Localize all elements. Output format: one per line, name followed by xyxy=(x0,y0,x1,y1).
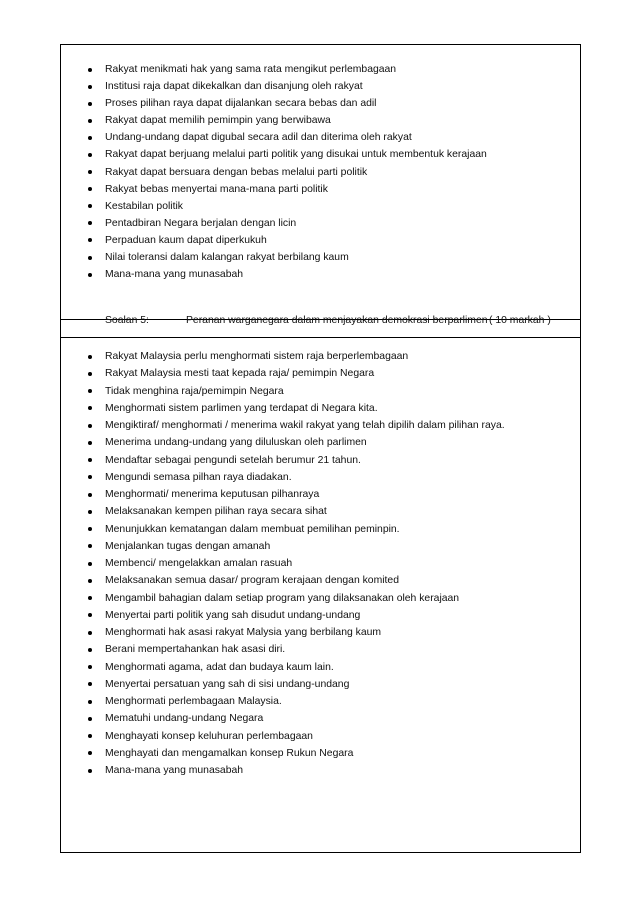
list-item-text: Tidak menghina raja/pemimpin Negara xyxy=(105,385,284,397)
answer-scheme-frame xyxy=(60,44,581,853)
benefits-section xyxy=(61,61,580,320)
bullet-icon xyxy=(88,458,92,462)
bullet-icon xyxy=(88,355,92,359)
bullet-icon xyxy=(88,85,92,89)
bullet-icon xyxy=(88,682,92,686)
bullet-icon xyxy=(88,475,92,479)
list-item xyxy=(61,624,580,641)
list-item-text: Institusi raja dapat dikekalkan dan disanjung oleh rakyat xyxy=(105,81,363,93)
bullet-icon xyxy=(88,153,92,157)
list-item-text: Menghayati dan mengamalkan konsep Rukun Negara xyxy=(105,747,354,759)
list-item-text: Rakyat Malaysia perlu menghormati sistem raja berperlembagaan xyxy=(105,351,409,362)
list-item-text: Menghormati perlembagaan Malaysia. xyxy=(105,696,282,707)
benefits-list xyxy=(61,61,580,283)
list-item xyxy=(61,434,580,451)
bullet-icon xyxy=(88,665,92,669)
list-item-text: Rakyat dapat memilih pemimpin yang berwibawa xyxy=(105,115,331,127)
list-item xyxy=(61,383,580,400)
list-item-text: Mematuhi undang-undang Negara xyxy=(105,713,264,725)
bullet-icon xyxy=(88,170,92,174)
list-item xyxy=(61,538,580,555)
list-item xyxy=(61,400,580,417)
list-item xyxy=(61,710,580,727)
list-item-text: Rakyat Malaysia mesti taat kepada raja/ pemimpin Negara xyxy=(105,368,375,380)
roles-section xyxy=(61,348,580,779)
list-item xyxy=(61,486,580,503)
bullet-icon xyxy=(88,648,92,652)
list-item-text: Undang-undang dapat digubal secara adil dan diterima oleh rakyat xyxy=(105,132,412,144)
list-item xyxy=(61,417,580,434)
roles-list xyxy=(61,348,580,779)
list-item xyxy=(61,762,580,779)
bullet-icon xyxy=(88,221,92,225)
list-item-text: Menjalankan tugas dengan amanah xyxy=(105,540,271,552)
list-item-text: Berani mempertahankan hak asasi diri. xyxy=(105,644,286,656)
bullet-icon xyxy=(88,372,92,376)
bullet-icon xyxy=(88,562,92,566)
list-item xyxy=(61,348,580,365)
bullet-icon xyxy=(88,441,92,445)
list-item xyxy=(61,503,580,520)
bullet-icon xyxy=(88,751,92,755)
bullet-icon xyxy=(88,256,92,260)
bullet-icon xyxy=(88,631,92,635)
bullet-icon xyxy=(88,527,92,531)
list-item-text: Mengiktiraf/ menghormati / menerima wakil rakyat yang telah dipilih dalam pilihan raya. xyxy=(105,420,505,431)
list-item-text: Rakyat dapat bersuara dengan bebas melalui parti politik xyxy=(105,166,368,178)
list-item xyxy=(61,249,580,266)
bullet-icon xyxy=(88,136,92,140)
list-item xyxy=(61,95,580,112)
list-item xyxy=(61,61,580,78)
list-item-text: Membenci/ mengelakkan amalan rasuah xyxy=(105,558,293,569)
list-item-text: Mengundi semasa pilhan raya diadakan. xyxy=(105,471,292,483)
bullet-icon xyxy=(88,187,92,191)
list-item xyxy=(61,641,580,658)
bullet-icon xyxy=(88,734,92,738)
bullet-icon xyxy=(88,544,92,548)
bullet-icon xyxy=(88,119,92,123)
question-text: Peranan warganegara dalam menjayakan demokrasi berparlimen xyxy=(186,315,488,326)
question-row xyxy=(61,302,580,337)
list-item xyxy=(61,78,580,95)
list-item-text: Menghormati sistem parlimen yang terdapat di Negara kita. xyxy=(105,402,378,414)
bullet-icon xyxy=(88,68,92,72)
list-item-text: Mendaftar sebagai pengundi setelah berumur 21 tahun. xyxy=(105,454,361,466)
list-item-text: Melaksanakan semua dasar/ program kerajaan dengan komited xyxy=(105,575,399,587)
list-item xyxy=(61,659,580,676)
bullet-icon xyxy=(88,493,92,497)
bullet-icon xyxy=(88,389,92,393)
list-item xyxy=(61,198,580,215)
list-item xyxy=(61,112,580,129)
list-item-text: Proses pilihan raya dapat dijalankan secara bebas dan adil xyxy=(105,98,377,110)
list-item-text: Menerima undang-undang yang diluluskan oleh parlimen xyxy=(105,437,367,449)
question-marks: ( 10 markah ) xyxy=(489,315,551,326)
bullet-icon xyxy=(88,102,92,106)
list-item-text: Mengambil bahagian dalam setiap program yang dilaksanakan oleh kerajaan xyxy=(105,592,460,604)
list-item-text: Melaksanakan kempen pilihan raya secara sihat xyxy=(105,506,327,518)
list-item xyxy=(61,181,580,198)
list-item xyxy=(61,215,580,232)
list-item xyxy=(61,676,580,693)
list-item xyxy=(61,365,580,382)
bullet-icon xyxy=(88,424,92,428)
question-label: Soalan 5: xyxy=(105,315,149,326)
bullet-icon xyxy=(88,579,92,583)
list-item xyxy=(61,590,580,607)
question-header xyxy=(61,302,580,338)
list-item-text: Menghormati/ menerima keputusan pilhanraya xyxy=(105,489,320,500)
list-item-text: Menyertai persatuan yang sah di sisi undang-undang xyxy=(105,678,350,690)
bullet-icon xyxy=(88,596,92,600)
list-item xyxy=(61,728,580,745)
list-item-text: Nilai toleransi dalam kalangan rakyat berbilang kaum xyxy=(105,252,349,264)
list-item-text: Menunjukkan kematangan dalam membuat pemilihan peminpin. xyxy=(105,523,400,535)
list-item-text: Kestabilan politik xyxy=(105,200,183,212)
list-item xyxy=(61,745,580,762)
bullet-icon xyxy=(88,613,92,617)
list-item xyxy=(61,146,580,163)
bullet-icon xyxy=(88,769,92,773)
list-item-text: Pentadbiran Negara berjalan dengan licin xyxy=(105,217,297,229)
bullet-icon xyxy=(88,273,92,277)
list-item-text: Mana-mana yang munasabah xyxy=(105,765,244,776)
list-item xyxy=(61,232,580,249)
bullet-icon xyxy=(88,700,92,704)
list-item xyxy=(61,572,580,589)
list-item xyxy=(61,164,580,181)
list-item-text: Menyertai parti politik yang sah disudut undang-undang xyxy=(105,609,361,621)
bullet-icon xyxy=(88,406,92,410)
list-item-text: Menghormati hak asasi rakyat Malysia yang berbilang kaum xyxy=(105,627,382,638)
bullet-icon xyxy=(88,510,92,514)
bullet-icon xyxy=(88,717,92,721)
list-item xyxy=(61,555,580,572)
list-item xyxy=(61,521,580,538)
list-item-text: Rakyat bebas menyertai mana-mana parti politik xyxy=(105,183,328,195)
list-item-text: Mana-mana yang munasabah xyxy=(105,269,244,281)
list-item-text: Rakyat menikmati hak yang sama rata mengikut perlembagaan xyxy=(105,64,397,75)
list-item xyxy=(61,452,580,469)
list-item-text: Menghormati agama, adat dan budaya kaum lain. xyxy=(105,661,334,673)
list-item xyxy=(61,266,580,283)
list-item-text: Rakyat dapat berjuang melalui parti politik yang disukai untuk membentuk kerajaan xyxy=(105,149,487,161)
bullet-icon xyxy=(88,204,92,208)
list-item-text: Perpaduan kaum dapat diperkukuh xyxy=(105,234,267,246)
list-item xyxy=(61,469,580,486)
list-item xyxy=(61,693,580,710)
list-item-text: Menghayati konsep keluhuran perlembagaan xyxy=(105,730,313,742)
list-item xyxy=(61,129,580,146)
bullet-icon xyxy=(88,238,92,242)
list-item xyxy=(61,607,580,624)
